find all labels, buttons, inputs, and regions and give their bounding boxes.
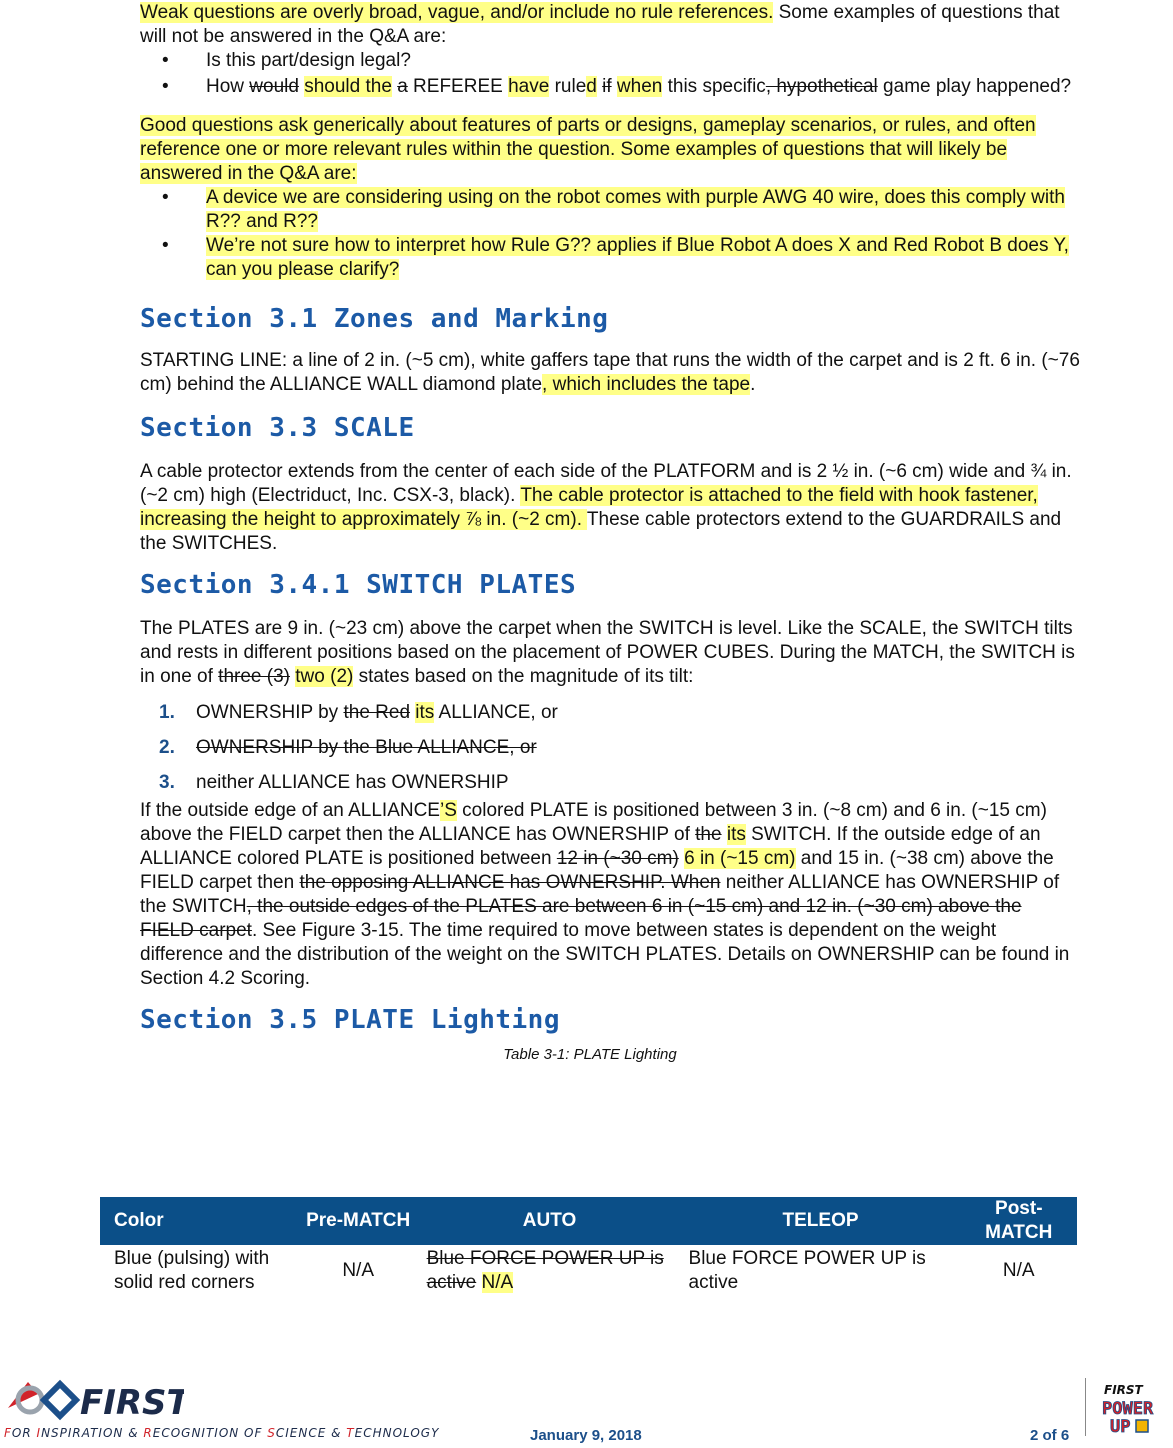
text-run: this specific xyxy=(662,76,766,97)
section-heading-3-1: Section 3.1 Zones and Marking xyxy=(140,304,609,334)
section-heading-3-3: Section 3.3 SCALE xyxy=(140,413,415,443)
footer-divider xyxy=(1085,1378,1086,1436)
text-run: REFEREE xyxy=(407,76,509,97)
deleted-text: a xyxy=(397,76,408,97)
plate-lighting-table xyxy=(100,1197,1077,1297)
highlighted-text: Good questions ask generically about features of parts or designs, gameplay scenarios, or rules, and often reference one or more relevant rules within the question. Some examples of questions that will likely be answered in the Q&A are: xyxy=(140,115,1036,184)
section-heading-3-4-1: Section 3.4.1 SWITCH PLATES xyxy=(140,570,577,600)
highlighted-text: 6 in (~15 cm) xyxy=(684,848,796,869)
document-body xyxy=(140,0,1080,1064)
first-tagline xyxy=(4,1426,439,1440)
highlighted-text: when xyxy=(616,76,663,97)
power-up-first-text: FIRST xyxy=(1104,1383,1143,1397)
text-run: game play happened? xyxy=(877,76,1072,97)
ownership-paragraph xyxy=(140,799,1080,991)
cable-protector-paragraph xyxy=(140,460,1080,556)
tagline-initial: S xyxy=(267,1426,276,1440)
paragraph-text: These cable protectors extend to the GUARDRAILS and the SWITCHES. xyxy=(140,509,1062,554)
highlighted-text: two (2) xyxy=(295,666,354,687)
paragraph-text: A cable protector extends from the center of each side of the PLATFORM and is 2 ½ in. (~6 cm) wide and ¾ in. (~2 cm) high (Electriduct, Inc. CSX-3, black). xyxy=(140,461,1072,506)
list-item xyxy=(140,234,1080,282)
text-run: . xyxy=(750,374,756,395)
highlighted-text: Weak questions are overly broad, vague, and/or include no rule references. xyxy=(140,2,774,23)
list-item xyxy=(140,49,1080,73)
highlighted-text: have xyxy=(508,76,550,97)
highlighted-text: A device we are considering using on the robot comes with purple AWG 40 wire, does this comply with R?? and R?? xyxy=(206,187,1065,232)
column-header-teleop: TELEOP xyxy=(681,1197,961,1245)
power-up-logo-icon xyxy=(1100,1380,1160,1436)
highlighted-text: its xyxy=(415,702,435,723)
highlighted-text: We’re not sure how to interpret how Rule G?? applies if Blue Robot A does X and Red Robot B does Y, can you please clarify? xyxy=(206,235,1069,280)
cell-teleop: Blue FORCE POWER UP is active xyxy=(688,1248,926,1293)
list-number: 3. xyxy=(159,772,175,793)
list-number: 2. xyxy=(159,737,175,758)
deleted-text: OWNERSHIP by the Blue ALLIANCE, or xyxy=(196,737,537,758)
tagline-text: ECOGNITION OF xyxy=(152,1426,268,1440)
text-run: and 15 in. (~38 cm) above the FIELD carpet then xyxy=(140,848,1054,893)
highlighted-text: its xyxy=(726,824,746,845)
list-item xyxy=(140,186,1080,234)
highlighted-text: , which includes the tape xyxy=(542,374,751,395)
cell-auto xyxy=(419,1245,681,1297)
switch-states-list xyxy=(140,701,1080,795)
highlighted-text: N/A xyxy=(481,1272,514,1293)
tagline-text: ECHNOLOGY xyxy=(354,1426,440,1440)
column-header-auto: AUTO xyxy=(419,1197,681,1245)
paragraph-text: states based on the magnitude of its tilt: xyxy=(353,666,694,687)
paragraph-text: The PLATES are 9 in. (~23 cm) above the carpet when the SWITCH is level. Like the SCALE, the SWITCH tilts and rests in different positions based on the placement of POWER CUBES. During the MATCH, the SWITCH is in one of xyxy=(140,618,1075,687)
highlighted-text: The cable protector is attached to the field with hook fastener, increasing the height to approximately ⅞ in. (~2 cm). xyxy=(140,485,1038,530)
paragraph-text: Some examples of questions that will not be answered in the Q&A are: xyxy=(140,2,1060,47)
highlighted-text: d xyxy=(586,76,597,97)
weak-questions-paragraph xyxy=(140,1,1080,49)
text-run: If the outside edge of an ALLIANCE xyxy=(140,800,440,821)
cell-color: Blue (pulsing) with solid red corners xyxy=(114,1248,270,1293)
starting-line-paragraph xyxy=(140,349,1080,397)
column-header-post-match: Post-MATCH xyxy=(961,1197,1077,1245)
table-row xyxy=(100,1245,1077,1297)
text-run: rule xyxy=(549,76,587,97)
paragraph-text: STARTING LINE: a line of 2 in. (~5 cm), white gaffers tape that runs the width of the carpet and is 2 ft. 6 in. (~76 cm) behind the ALLIANCE WALL diamond plate xyxy=(140,350,1080,395)
deleted-text: the Red xyxy=(343,702,411,723)
deleted-text: the opposing ALLIANCE has OWNERSHIP. When xyxy=(299,872,721,893)
list-item xyxy=(140,75,1080,99)
text-run: ALLIANCE, or xyxy=(434,702,558,723)
good-examples-list xyxy=(140,186,1080,282)
text-run: How xyxy=(206,76,250,97)
power-up-up-text: UP xyxy=(1110,1417,1131,1436)
list-item xyxy=(140,701,1080,725)
cell-post-match: N/A xyxy=(1002,1260,1035,1281)
text-run: colored PLATE is positioned between 3 in. (~8 cm) and 6 in. (~15 cm) above the FIELD carpet then the ALLIANCE has OWNERSHIP of xyxy=(140,800,1047,845)
highlighted-text: ’S xyxy=(439,800,457,821)
page-number: 2 of 6 xyxy=(1030,1427,1070,1444)
table-header-row xyxy=(100,1197,1077,1245)
list-item xyxy=(140,771,1080,795)
page-footer xyxy=(0,1370,1173,1444)
deleted-text: , the outside edges of the PLATES are between 6 in (~15 cm) and 12 in. (~30 cm) above the FIELD carpet xyxy=(140,896,1022,941)
text-run: . See Figure 3-15. The time required to move between states is dependent on the weight difference and the distribution of the weight on the SWITCH PLATES. Details on OWNERSHIP can be found in Section 4.2 Scoring. xyxy=(140,920,1070,989)
deleted-text: the xyxy=(695,824,722,845)
tagline-text: CIENCE & xyxy=(275,1426,347,1440)
power-up-logo xyxy=(1100,1380,1160,1443)
deleted-text: , hypothetical xyxy=(765,76,878,97)
deleted-text: 12 in (~30 cm) xyxy=(556,848,679,869)
tagline-initial: R xyxy=(143,1426,153,1440)
deleted-text: would xyxy=(249,76,299,97)
footer-date: January 9, 2018 xyxy=(530,1427,642,1444)
highlighted-text: should the xyxy=(304,76,392,97)
deleted-text: if xyxy=(602,76,612,97)
weak-examples-list xyxy=(140,49,1080,99)
tagline-text: OR xyxy=(11,1426,37,1440)
tagline-text: NSPIRATION & xyxy=(41,1426,144,1440)
first-logo xyxy=(4,1372,184,1431)
text-run xyxy=(476,1272,481,1293)
list-item-text: Is this part/design legal? xyxy=(206,50,411,71)
good-questions-paragraph xyxy=(140,114,1080,186)
first-logo-icon xyxy=(4,1372,184,1424)
tagline-initial: T xyxy=(346,1426,355,1440)
table-caption: Table 3-1: PLATE Lighting xyxy=(503,1046,677,1063)
deleted-text: Blue FORCE POWER UP is active xyxy=(426,1248,664,1293)
text-run: OWNERSHIP by xyxy=(196,702,344,723)
column-header-color: Color xyxy=(100,1197,298,1245)
deleted-text: three (3) xyxy=(218,666,290,687)
tagline-initial: F xyxy=(4,1426,12,1440)
text-run: SWITCH. If the outside edge of an ALLIANCE colored PLATE is positioned between xyxy=(140,824,1041,869)
text-run: neither ALLIANCE has OWNERSHIP of the SWITCH xyxy=(140,872,1060,917)
tagline-initial: I xyxy=(36,1426,42,1440)
list-number: 1. xyxy=(159,702,175,723)
first-logo-text: FIRST xyxy=(80,1383,184,1423)
switch-plates-paragraph xyxy=(140,617,1080,689)
column-header-pre-match: Pre-MATCH xyxy=(298,1197,419,1245)
cell-pre-match: N/A xyxy=(342,1260,375,1281)
section-heading-3-5: Section 3.5 PLATE Lighting xyxy=(140,1005,560,1035)
list-item xyxy=(140,736,1080,760)
power-up-power-text: POWER xyxy=(1102,1399,1154,1419)
list-item-text: neither ALLIANCE has OWNERSHIP xyxy=(196,772,509,793)
